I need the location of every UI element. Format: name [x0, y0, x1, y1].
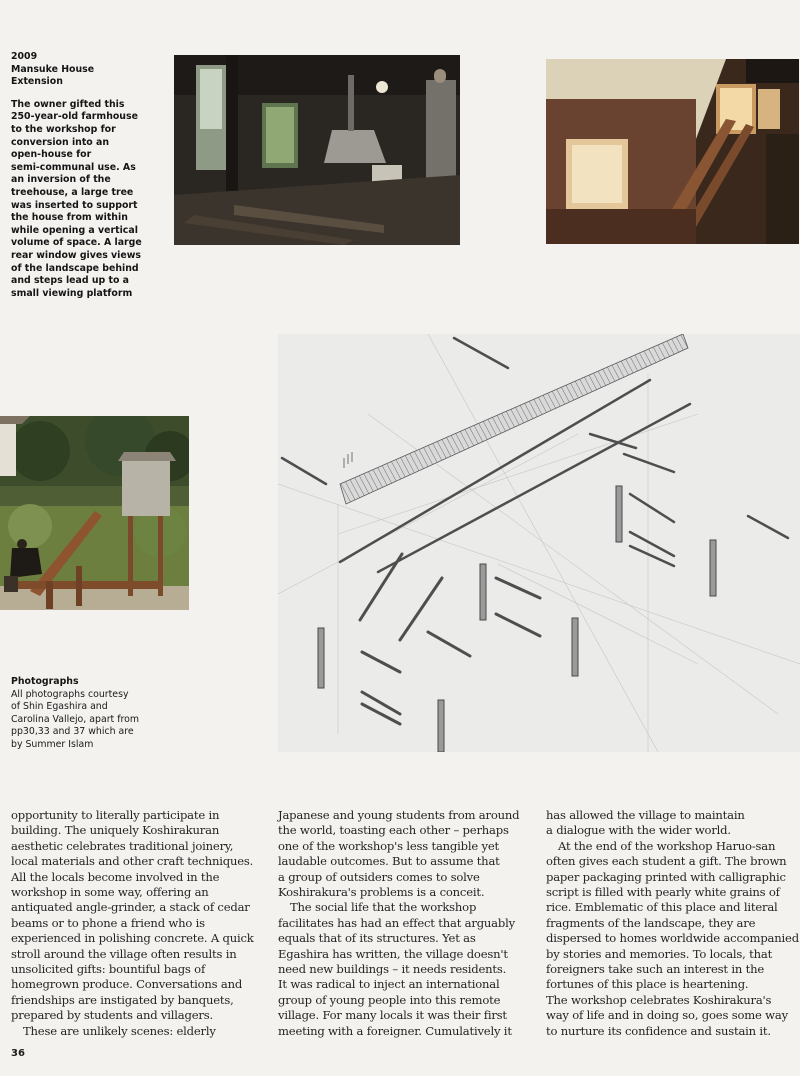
- body-column-2: [278, 808, 530, 1039]
- caption-body-line: an inversion of the: [11, 174, 111, 186]
- text-line: rice. Emblematic of this place and literal: [546, 900, 778, 915]
- page-number: 36: [11, 1048, 25, 1059]
- paragraph: [11, 808, 263, 1024]
- caption-body-line: conversion into an: [11, 136, 110, 148]
- caption-title-line-1: Mansuke House: [11, 63, 95, 75]
- text-line: meeting with a foreigner. Cumulatively it: [278, 1023, 512, 1038]
- text-line: fortunes of this place is heartening.: [546, 977, 749, 992]
- caption-photographs-line: Carolina Vallejo, apart from: [11, 713, 140, 725]
- caption-body: [11, 99, 161, 301]
- text-line: friendships are instigated by banquets,: [11, 992, 234, 1007]
- text-line: need new buildings – it needs residents.: [278, 962, 507, 977]
- text-line: village. For many locals it was their first: [278, 1008, 507, 1023]
- paragraph: [11, 1024, 263, 1039]
- caption-body-line: of the landscape behind: [11, 262, 139, 274]
- caption-title-line-2: Extension: [11, 76, 63, 88]
- caption-body-line: the house from within: [11, 212, 128, 224]
- interior-photo-graphic: [174, 55, 460, 245]
- paragraph: [546, 808, 798, 839]
- text-line: antiquated angle-grinder, a stack of cedar: [11, 900, 250, 915]
- text-line: a dialogue with the wider world.: [546, 823, 731, 838]
- caption-body-line: rear window gives views: [11, 249, 141, 261]
- caption-body-line: open-house for: [11, 149, 92, 161]
- drawing-graphic: [278, 334, 800, 752]
- body-column-3: [546, 808, 798, 1039]
- text-line: aesthetic celebrates traditional joinery,: [11, 838, 234, 853]
- caption-body-line: small viewing platform: [11, 287, 133, 299]
- text-line: All the locals become involved in the: [11, 869, 220, 884]
- text-line: prepared by students and villagers.: [11, 1008, 213, 1023]
- text-line: laudable outcomes. But to assume that: [278, 854, 500, 869]
- text-line: At the end of the workshop Haruo-san: [558, 838, 776, 853]
- text-line: foreigners take such an interest in the: [546, 962, 765, 977]
- text-line: equals that of its structures. Yet as: [278, 931, 476, 946]
- text-line: script is filled with pearly white grains of: [546, 885, 780, 900]
- text-line: Egashira has written, the village doesn't: [278, 946, 508, 961]
- caption-photographs-line: All photographs courtesy: [11, 688, 129, 700]
- caption-body-line: while opening a vertical: [11, 224, 138, 236]
- caption-body-line: treehouse, a large tree: [11, 186, 134, 198]
- text-line: group of young people into this remote: [278, 992, 501, 1007]
- caption-body-line: volume of space. A large: [11, 237, 142, 249]
- caption-photographs-body: [11, 689, 171, 752]
- text-line: The workshop celebrates Koshirakura's: [546, 992, 772, 1007]
- paragraph: [278, 808, 530, 900]
- text-line: local materials and other craft techniques.: [11, 854, 254, 869]
- caption-photographs-line: by Summer Islam: [11, 738, 94, 750]
- outdoor-photo-graphic: [0, 416, 189, 610]
- text-line: These are unlikely scenes: elderly: [23, 1023, 216, 1038]
- text-line: often gives each student a gift. The brown: [546, 854, 787, 869]
- caption-body-line: The owner gifted this: [11, 98, 125, 110]
- caption-mansuke-house: [11, 51, 161, 300]
- axonometric-drawing: [278, 334, 800, 752]
- text-line: stroll around the village often results in: [11, 946, 237, 961]
- photo-interior-warm: [546, 59, 799, 244]
- text-line: has allowed the village to maintain: [546, 808, 745, 822]
- paragraph: [546, 993, 798, 1039]
- text-line: dispersed to homes worldwide accompanied: [546, 931, 799, 946]
- text-line: by stories and memories. To locals, that: [546, 946, 773, 961]
- text-line: a group of outsiders comes to solve: [278, 869, 480, 884]
- paragraph: [546, 839, 798, 993]
- caption-photographs-heading: Photographs: [11, 676, 79, 687]
- caption-photographs-line: pp30,33 and 37 which are: [11, 726, 134, 738]
- text-line: one of the workshop's less tangible yet: [278, 838, 500, 853]
- text-line: workshop in some way, offering an: [11, 885, 209, 900]
- text-line: Koshirakura's problems is a conceit.: [278, 885, 485, 900]
- text-line: It was radical to inject an international: [278, 977, 500, 992]
- text-line: building. The uniquely Koshirakuran: [11, 823, 220, 838]
- text-line: the world, toasting each other – perhaps: [278, 823, 509, 838]
- photo-interior-dark: [174, 55, 460, 245]
- caption-body-line: 250-year-old farmhouse: [11, 111, 138, 123]
- text-line: experienced in polishing concrete. A quick: [11, 931, 254, 946]
- text-line: opportunity to literally participate in: [11, 808, 220, 822]
- caption-body-line: semi-communal use. As: [11, 161, 136, 173]
- text-line: to nurture its confidence and sustain it.: [546, 1023, 771, 1038]
- text-line: unsolicited gifts: bountiful bags of: [11, 962, 206, 977]
- caption-body-line: and steps lead up to a: [11, 275, 129, 287]
- caption-body-line: to the workshop for: [11, 123, 116, 135]
- text-line: facilitates has had an effect that arguably: [278, 915, 515, 930]
- body-column-1: [11, 808, 263, 1039]
- text-line: The social life that the workshop: [290, 900, 477, 915]
- text-line: Japanese and young students from around: [278, 808, 520, 822]
- caption-photographs: [11, 676, 171, 752]
- text-line: paper packaging printed with calligraphic: [546, 869, 786, 884]
- caption-body-line: was inserted to support: [11, 199, 138, 211]
- caption-year: 2009: [11, 51, 38, 62]
- text-line: homegrown produce. Conversations and: [11, 977, 243, 992]
- caption-photographs-line: of Shin Egashira and: [11, 701, 108, 713]
- warm-photo-graphic: [546, 59, 799, 244]
- paragraph: [278, 900, 530, 1039]
- text-line: fragments of the landscape, they are: [546, 915, 756, 930]
- text-line: beams or to phone a friend who is: [11, 915, 205, 930]
- text-line: way of life and in doing so, goes some way: [546, 1008, 788, 1023]
- photo-outdoor-structure: [0, 416, 189, 610]
